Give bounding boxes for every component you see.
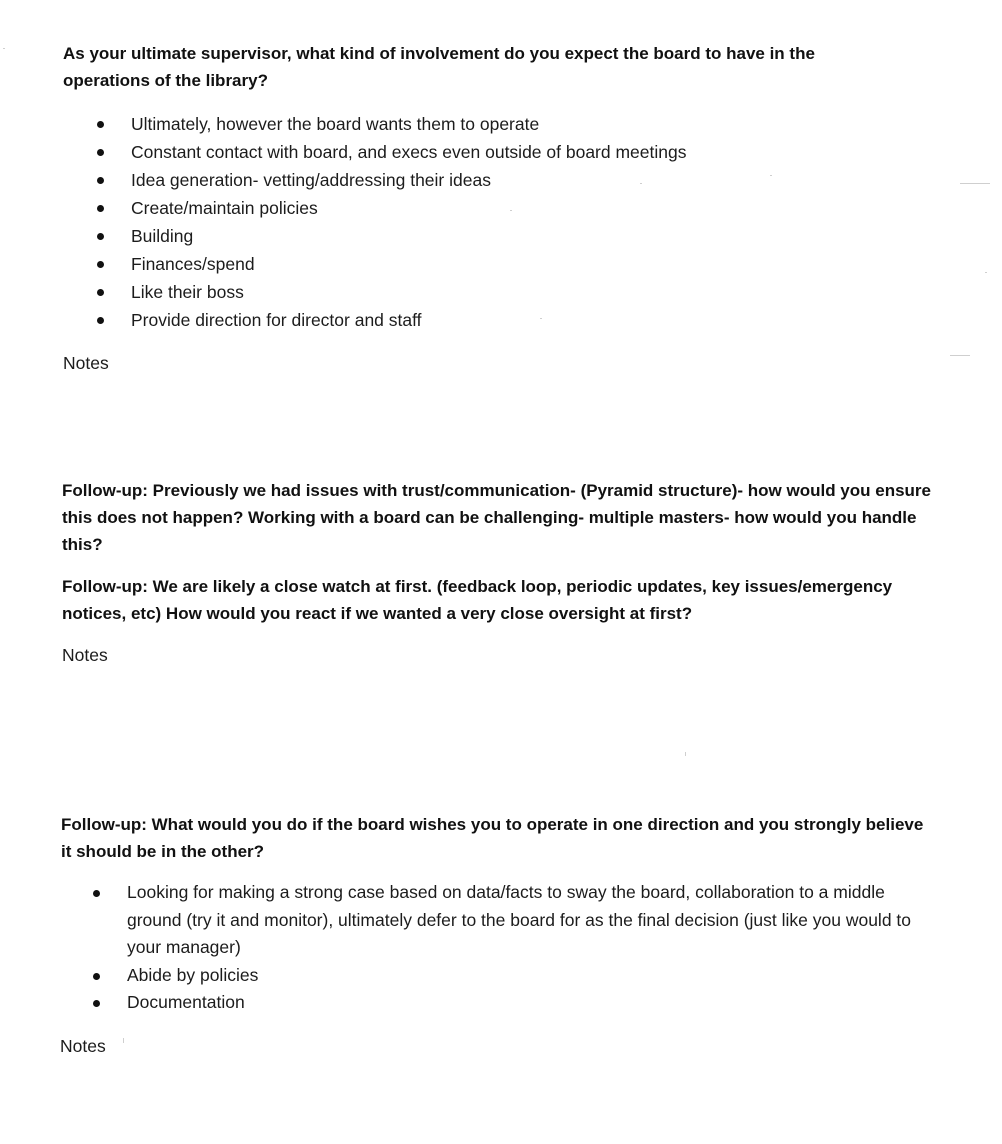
- list-item-text: Idea generation- vetting/addressing their ideas: [131, 170, 491, 190]
- list-item: [97, 110, 877, 138]
- list-item-text: Ultimately, however the board wants them to operate: [131, 114, 540, 134]
- list-item: [97, 222, 877, 250]
- notes-label: Notes: [62, 645, 108, 665]
- scan-speck: [685, 752, 686, 756]
- list-item-text: Looking for making a strong case based on data/facts to sway the board, collaboration to a middle ground (try it and monitor), ultimately defer to the board for as the final decision (just like you would to your manager): [127, 882, 912, 957]
- list-item-text: Building: [131, 226, 194, 246]
- bullet-icon: [93, 973, 100, 980]
- list-item: [97, 166, 877, 194]
- bullet-icon: [93, 890, 100, 897]
- list-item: [97, 194, 877, 222]
- list-item: [93, 962, 913, 990]
- bullet-icon: [97, 177, 104, 184]
- bullet-icon: [97, 317, 104, 324]
- list-item-text: Create/maintain policies: [131, 198, 318, 218]
- bullet-icon: [97, 261, 104, 268]
- scan-speck: [540, 318, 542, 319]
- bullet-icon: [97, 289, 104, 296]
- bullet-icon: [97, 233, 104, 240]
- list-item-text: Provide direction for director and staff: [131, 310, 422, 330]
- question-direction-disagreement: Follow-up: What would you do if the board wishes you to operate in one direction and you strongly believe it should be in the other?: [61, 815, 924, 861]
- list-item: [97, 250, 877, 278]
- bullet-icon: [93, 1000, 100, 1007]
- answer-list-direction-disagreement: [93, 879, 913, 1017]
- scan-speck: [985, 272, 987, 273]
- scan-speck: [960, 183, 990, 184]
- notes-label: Notes: [60, 1036, 106, 1056]
- scan-speck: [640, 183, 642, 184]
- scan-speck: [510, 210, 512, 211]
- followup-trust-communication: Follow-up: Previously we had issues with trust/communication- (Pyramid structure)- how would you ensure this does not happen? Working with a board can be challenging- multiple masters- how would you handle this?: [62, 481, 932, 554]
- scan-speck: [3, 48, 5, 49]
- question-board-involvement: As your ultimate supervisor, what kind of involvement do you expect the board to have in the operations of the library?: [63, 44, 815, 90]
- list-item-text: Finances/spend: [131, 254, 255, 274]
- list-item: [97, 278, 877, 306]
- bullet-icon: [97, 121, 104, 128]
- list-item: [97, 306, 877, 334]
- notes-label: Notes: [63, 353, 109, 373]
- list-item-text: Like their boss: [131, 282, 244, 302]
- list-item-text: Documentation: [127, 992, 245, 1012]
- scan-speck: [770, 175, 772, 176]
- list-item-text: Constant contact with board, and execs even outside of board meetings: [131, 142, 687, 162]
- list-item: [97, 138, 877, 166]
- bullet-icon: [97, 149, 104, 156]
- bullet-icon: [97, 205, 104, 212]
- scan-speck: [123, 1038, 124, 1043]
- list-item-text: Abide by policies: [127, 964, 259, 985]
- followup-close-watch: Follow-up: We are likely a close watch at first. (feedback loop, periodic updates, key issues/emergency notices, etc) How would you react if we wanted a very close oversight at first?: [62, 577, 893, 623]
- list-item: [93, 989, 913, 1017]
- scan-speck: [950, 355, 970, 356]
- list-item: [93, 879, 913, 962]
- answer-list-board-involvement: [97, 110, 877, 334]
